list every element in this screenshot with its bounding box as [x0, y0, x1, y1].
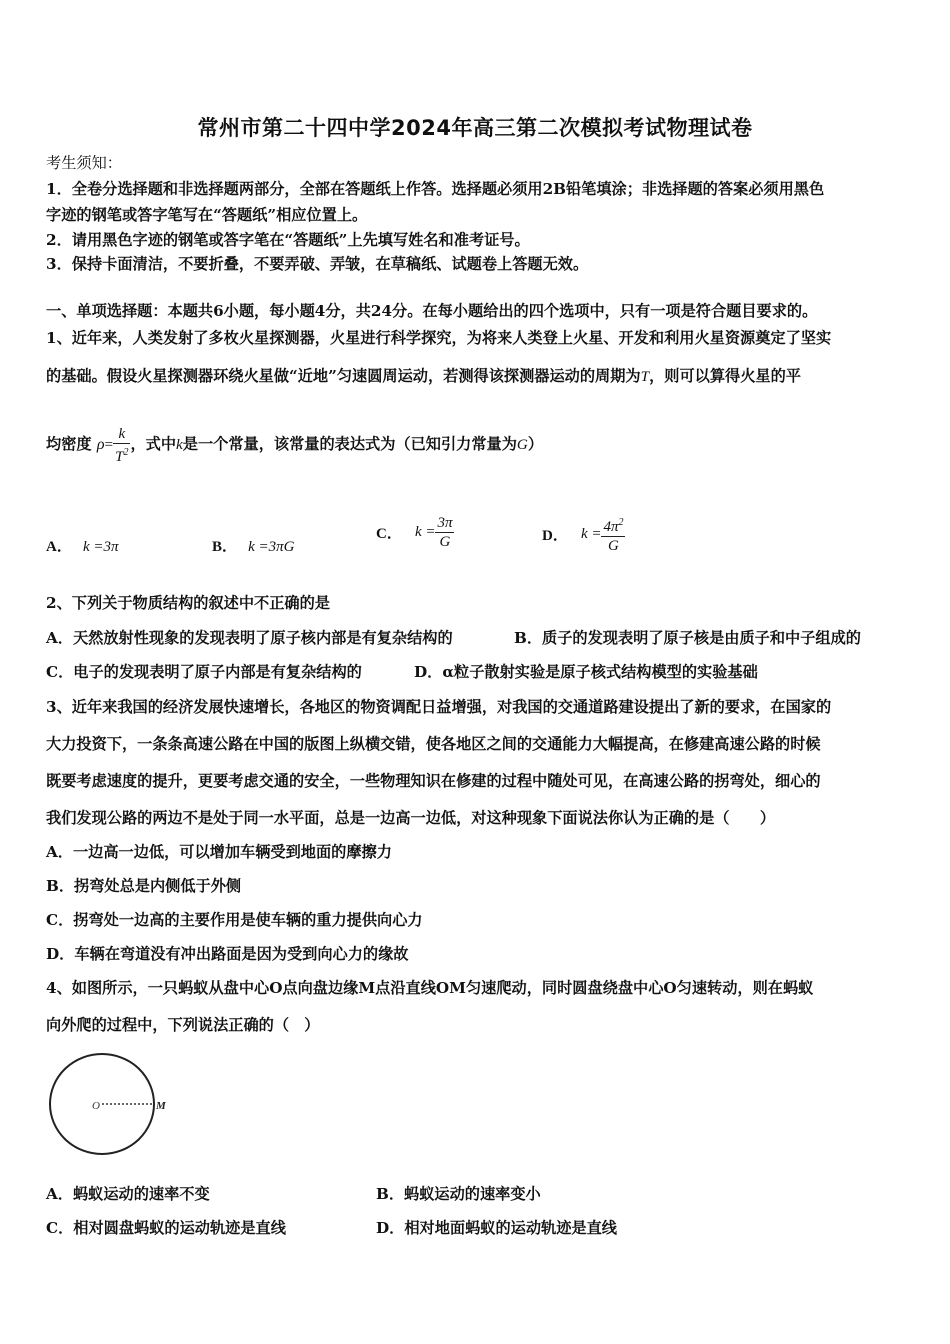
q1-line-2a: 的基础。假设火星探测器环绕火星做“近地”匀速圆周运动，若测得该探测器运动的周期为 [46, 367, 641, 385]
page-title: 常州市第二十四中学2024年高三第二次模拟考试物理试卷 [197, 116, 753, 140]
q2-stem: 2、下列关于物质结构的叙述中不正确的是 [46, 594, 330, 612]
notice-item-3: 3．保持卡面清洁，不要折叠，不要弄破、弄皱，在草稿纸、试题卷上答题无效。 [46, 255, 589, 273]
q1-frac-den-T: T [115, 448, 124, 465]
q2-option-b[interactable]: B．质子的发现表明了原子核是由质子和中子组成的 [514, 629, 861, 647]
q1-line-2b: ，则可以算得火星的平 [649, 367, 801, 385]
q1-option-d-den: G [608, 538, 619, 554]
q4-line-1: 4、如图所示，一只蚂蚁从盘中心O点向盘边缘M点沿直线OM匀速爬动，同时圆盘绕盘中心O匀速转动，则在蚂蚁 [46, 979, 814, 997]
q1-option-a-expr: k =3π [82, 539, 119, 555]
q4-option-c[interactable]: C．相对圆盘蚂蚁的运动轨迹是直线 [46, 1219, 286, 1237]
q1-var-k: k [176, 436, 183, 453]
q1-option-b-label: B． [212, 539, 238, 555]
q1-line-3c: 是一个常量，该常量的表达式为（已知引力常量为 [182, 435, 517, 453]
q1-frac-num: k [113, 425, 130, 444]
q1-option-c-lhs: k = [414, 524, 436, 540]
center-label-o: O [92, 1100, 100, 1112]
q3-option-b[interactable]: B．拐弯处总是内侧低于外侧 [46, 877, 242, 895]
notice-item-1: 1．全卷分选择题和非选择题两部分，全部在答题纸上作答。选择题必须用2B铅笔填涂；非选择题的答案必须用黑色 [46, 180, 825, 198]
q1-option-c-label: C． [376, 526, 402, 542]
q1-option-b-expr: k =3πG [248, 539, 295, 555]
notice-heading: 考生须知： [46, 154, 122, 172]
q1-line-3b: ，式中 [130, 435, 177, 453]
edge-label-m: M [156, 1100, 166, 1112]
q1-option-d-label: D． [542, 528, 568, 544]
q2-option-c[interactable]: C．电子的发现表明了原子内部是有复杂结构的 [46, 663, 362, 681]
q4-option-d[interactable]: D．相对地面蚂蚁的运动轨迹是直线 [376, 1219, 617, 1237]
q3-option-a[interactable]: A．一边高一边低，可以增加车辆受到地面的摩擦力 [46, 843, 392, 861]
q3-option-d[interactable]: D．车辆在弯道没有冲出路面是因为受到向心力的缘故 [46, 945, 409, 963]
q1-option-c-den: G [439, 534, 451, 550]
q1-option-a[interactable] [46, 535, 118, 556]
section-heading: 一、单项选择题：本题共6小题，每小题4分，共24分。在每小题给出的四个选项中，只有一项是符合题目要求的。 [46, 302, 818, 320]
q1-option-c[interactable] [376, 514, 454, 551]
q1-option-c-num: 3π [437, 515, 453, 531]
q1-option-d-num-wrap [601, 514, 625, 537]
q1-eq: = [104, 436, 114, 453]
q3-line-2: 大力投资下，一条条高速公路在中国的版图上纵横交错，使各地区之间的交通能力大幅提高，在修建高速公路的时候 [46, 735, 821, 753]
q1-line-3d: ） [527, 435, 544, 453]
q4-option-b[interactable]: B．蚂蚁运动的速率变小 [376, 1185, 541, 1203]
notice-item-2: 2．请用黑色字迹的钢笔或答字笔在“答题纸”上先填写姓名和准考证号。 [46, 231, 530, 249]
q1-option-c-fraction [435, 514, 454, 551]
q4-line-2: 向外爬的过程中，下列说法正确的（ ） [46, 1016, 320, 1034]
q1-option-d[interactable] [542, 514, 625, 555]
q3-line-4: 我们发现公路的两边不是处于同一水平面，总是一边高一边低，对这种现象下面说法你认为正确的是（ ） [46, 809, 775, 827]
q2-option-d[interactable]: D．α粒子散射实验是原子核式结构模型的实验基础 [414, 663, 758, 681]
q1-line-3a: 均密度 [46, 435, 92, 453]
q2-option-a[interactable]: A．天然放射性现象的发现表明了原子核内部是有复杂结构的 [46, 629, 453, 647]
q1-line-3 [46, 424, 543, 466]
q1-var-T: T [640, 368, 650, 385]
q1-option-d-fraction [601, 514, 625, 555]
q1-line-2 [46, 366, 801, 387]
q1-option-b[interactable] [212, 535, 295, 556]
q3-option-c[interactable]: C．拐弯处一边高的主要作用是使车辆的重力提供向心力 [46, 911, 423, 929]
q3-line-3: 既要考虑速度的提升，更要考虑交通的安全，一些物理知识在修建的过程中随处可见，在高速公路的拐弯处，细心的 [46, 772, 821, 790]
q1-line-1: 1、近年来，人类发射了多枚火星探测器，火星进行科学探究，为将来人类登上火星、开发和利用火星资源奠定了坚实 [46, 329, 832, 347]
q1-rho: ρ [96, 436, 105, 453]
q1-option-d-exp: 2 [618, 517, 624, 528]
q1-frac-den [113, 444, 130, 466]
q1-option-d-lhs: k = [580, 526, 602, 542]
q1-option-d-num: 4π [603, 519, 619, 535]
notice-item-1-cont: 字迹的钢笔或答字笔写在“答题纸”相应位置上。 [46, 206, 368, 224]
q1-frac-den-exp: 2 [123, 446, 129, 458]
q3-line-1: 3、近年来我国的经济发展快速增长，各地区的物资调配日益增强，对我国的交通道路建设提出了新的要求，在国家的 [46, 698, 832, 716]
q4-option-a[interactable]: A．蚂蚁运动的速率不变 [46, 1185, 210, 1203]
q1-option-a-label: A． [46, 539, 72, 555]
q1-density-fraction [113, 425, 130, 466]
rotating-disk-figure [40, 1050, 180, 1160]
q1-var-G: G [516, 436, 528, 453]
